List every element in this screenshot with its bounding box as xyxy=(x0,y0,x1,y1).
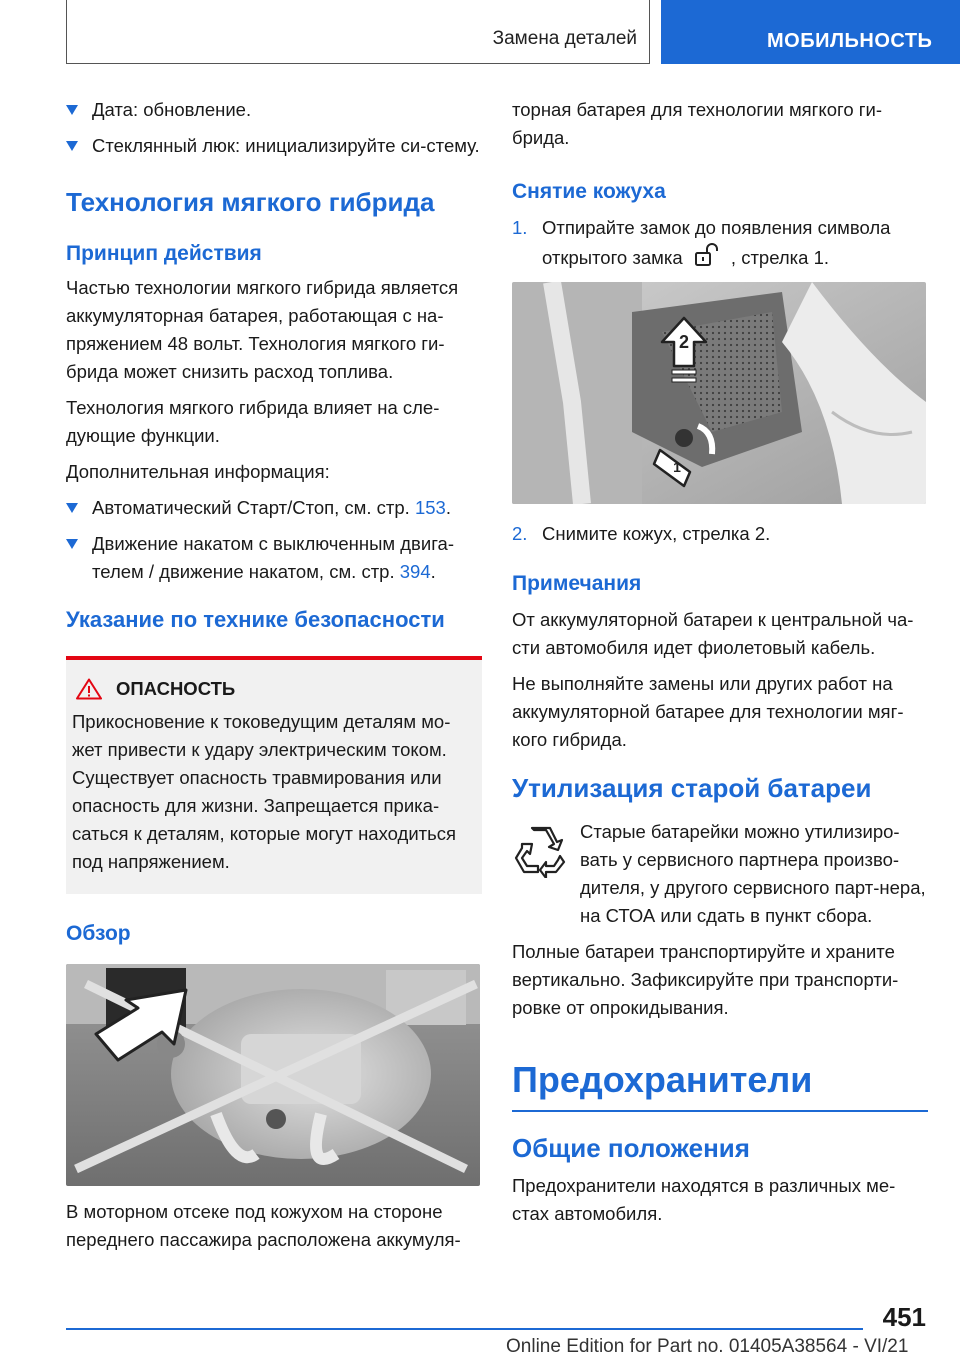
page-link-153[interactable]: 153 xyxy=(414,497,446,518)
list-item: Стеклянный люк: инициализируйте си-стему. xyxy=(66,132,482,160)
recycle-icon xyxy=(512,822,568,878)
bullet-triangle-icon xyxy=(66,141,78,151)
left-column xyxy=(66,96,482,1262)
list-item: Автоматический Старт/Стоп, см. стр. 153. xyxy=(66,494,482,522)
list-item: 2. Снимите кожух, стрелка 2. xyxy=(512,523,771,544)
disposal-block xyxy=(512,818,928,930)
paragraph: Полные батареи транспортируйте и храните вертикально. Зафиксируйте при транспорти-ровке от опрокидывания. xyxy=(512,941,899,1018)
paragraph: торная батарея для технологии мягкого ги-брида. xyxy=(512,99,883,148)
danger-box xyxy=(66,656,482,894)
bullet-triangle-icon xyxy=(66,503,78,513)
header-section-title: Замена деталей xyxy=(492,28,637,49)
list-item: Движение накатом с выключенным двига-телем / движение накатом, см. стр. 394. xyxy=(66,530,482,586)
danger-text: Прикосновение к токоведущим деталям мо-жет привести к удару электрическим током. Существует опасность травмирования или опасность для жизни. Запрещается прика-саться к деталям, которые могут находиться под напряжением. xyxy=(72,711,457,872)
footer-rule xyxy=(66,1328,863,1330)
battery-cover-photo xyxy=(512,282,926,504)
paragraph: Дополнительная информация: xyxy=(66,461,330,482)
page-link-394[interactable]: 394 xyxy=(399,561,431,582)
heading-safety: Указание по технике безопасности xyxy=(66,607,445,632)
list-item: 1. Отпирайте замок до появления символа открытого замка , стрелка 1. xyxy=(512,217,891,268)
heading-disposal: Утилизация старой батареи xyxy=(512,773,872,803)
arrow-label-2: 2 xyxy=(678,332,690,352)
heading-notes: Примечания xyxy=(512,572,642,595)
edition-line: Online Edition for Part no. 01405A38564 - VI/21 xyxy=(506,1336,909,1357)
danger-header xyxy=(72,678,474,700)
right-column xyxy=(512,96,928,1236)
paragraph: Предохранители находятся в различных ме-стах автомобиля. xyxy=(512,1175,896,1224)
heading-general: Общие положения xyxy=(512,1133,750,1163)
danger-title: ОПАСНОСТЬ xyxy=(116,678,236,699)
paragraph: Технология мягкого гибрида влияет на сле-дующие функции. xyxy=(66,397,440,446)
list-item: Дата: обновление. xyxy=(66,96,482,124)
paragraph: От аккумуляторной батареи к центральной ча-сти автомобиля идет фиолетовый кабель. xyxy=(512,609,914,658)
arrow-label-1: 1 xyxy=(673,459,681,475)
paragraph: Частью технологии мягкого гибрида является аккумуляторная батарея, работающая с на-пряжением 48 вольт. Технология мягкого ги-брида может снизить расход топлива. xyxy=(66,277,459,382)
heading-mild-hybrid: Технология мягкого гибрида xyxy=(66,187,435,217)
bullet-triangle-icon xyxy=(66,105,78,115)
unlocked-padlock-icon xyxy=(692,242,722,268)
engine-bay-photo xyxy=(66,964,480,1186)
section-rule xyxy=(512,1110,928,1112)
paragraph: Не выполняйте замены или других работ на аккумуляторной батарее для технологии мяг-кого гибрида. xyxy=(512,673,904,750)
heading-overview: Обзор xyxy=(66,922,131,945)
warning-triangle-icon xyxy=(76,678,102,700)
header-section-box xyxy=(66,0,650,64)
heading-fuses: Предохранители xyxy=(512,1059,813,1100)
heading-remove-cover: Снятие кожуха xyxy=(512,180,666,203)
heading-principle: Принцип действия xyxy=(66,242,262,265)
paragraph: В моторном отсеке под кожухом на стороне переднего пассажира расположена аккумуля- xyxy=(66,1201,461,1250)
page-number: 451 xyxy=(882,1302,926,1332)
header-chapter-tab[interactable]: МОБИЛЬНОСТЬ xyxy=(661,0,960,64)
paragraph: Старые батарейки можно утилизиро-вать у сервисного партнера произво-дителя, у другого сервисного парт-нера, на СТОА или сдать в пункт сбора. xyxy=(580,821,926,926)
bullet-triangle-icon xyxy=(66,539,78,549)
